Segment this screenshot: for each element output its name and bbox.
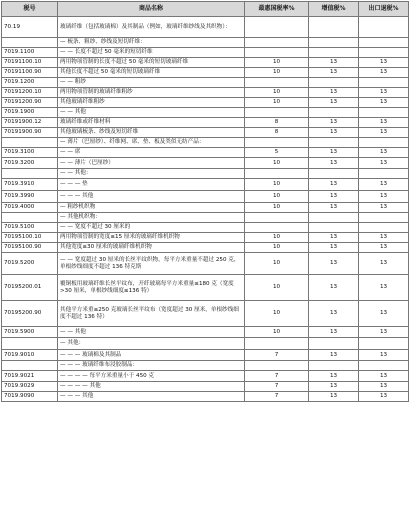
hs-code-cell: 7019.5900 bbox=[2, 327, 58, 338]
export-rebate-cell: 13 bbox=[359, 158, 409, 169]
hs-code-cell: 7019.5200 bbox=[2, 253, 58, 275]
hs-code-cell: 70191900.90 bbox=[2, 128, 58, 138]
table-row bbox=[2, 17, 409, 38]
hs-code-cell: 7019.3990 bbox=[2, 191, 58, 203]
product-name-cell: — 其他机织物： bbox=[58, 213, 245, 223]
mfn-rate-cell: 7 bbox=[245, 350, 309, 361]
mfn-rate-cell: 10 bbox=[245, 327, 309, 338]
vat-rate-cell: 13 bbox=[309, 191, 359, 203]
table-row bbox=[2, 203, 409, 213]
hs-code-cell: 7019.9021 bbox=[2, 371, 58, 382]
export-rebate-cell bbox=[359, 48, 409, 58]
product-name-cell: 两用物项管制的宽度≤15 厘米的玻璃纤维机织物 bbox=[58, 233, 245, 243]
product-name-cell: 两用物项管制的玻璃纤维粗纱 bbox=[58, 88, 245, 98]
hs-code-cell: 70195200.90 bbox=[2, 301, 58, 327]
hs-code-cell: 70191100.10 bbox=[2, 58, 58, 68]
vat-rate-cell bbox=[309, 17, 359, 38]
export-rebate-cell: 13 bbox=[359, 350, 409, 361]
mfn-rate-cell: 10 bbox=[245, 179, 309, 191]
vat-rate-cell: 13 bbox=[309, 118, 359, 128]
hs-code-cell: 7019.1200 bbox=[2, 78, 58, 88]
hs-code-cell: 7019.9029 bbox=[2, 382, 58, 392]
export-rebate-cell: 13 bbox=[359, 253, 409, 275]
product-name-cell: 两用物项管制的长度不超过 50 毫米的短切玻璃纤维 bbox=[58, 58, 245, 68]
export-rebate-cell: 13 bbox=[359, 88, 409, 98]
mfn-rate-cell bbox=[245, 38, 309, 48]
table-row bbox=[2, 275, 409, 301]
hs-code-cell: 7019.3100 bbox=[2, 148, 58, 158]
mfn-rate-cell bbox=[245, 48, 309, 58]
table-row bbox=[2, 128, 409, 138]
table-row bbox=[2, 350, 409, 361]
table-row bbox=[2, 48, 409, 58]
table-row bbox=[2, 253, 409, 275]
table-header-row bbox=[2, 2, 409, 17]
mfn-rate-cell bbox=[245, 213, 309, 223]
vat-rate-cell: 13 bbox=[309, 327, 359, 338]
mfn-rate-cell: 7 bbox=[245, 371, 309, 382]
header-hs-code: 税号 bbox=[2, 2, 58, 17]
export-rebate-cell bbox=[359, 338, 409, 350]
table-row bbox=[2, 78, 409, 88]
hs-code-cell bbox=[2, 361, 58, 371]
export-rebate-cell: 13 bbox=[359, 179, 409, 191]
hs-code-cell: 70191900.12 bbox=[2, 118, 58, 128]
vat-rate-cell: 13 bbox=[309, 301, 359, 327]
table-row bbox=[2, 371, 409, 382]
table-row bbox=[2, 108, 409, 118]
mfn-rate-cell: 10 bbox=[245, 58, 309, 68]
mfn-rate-cell: 10 bbox=[245, 301, 309, 327]
mfn-rate-cell: 10 bbox=[245, 203, 309, 213]
mfn-rate-cell bbox=[245, 169, 309, 179]
export-rebate-cell: 13 bbox=[359, 275, 409, 301]
export-rebate-cell: 13 bbox=[359, 301, 409, 327]
export-rebate-cell: 13 bbox=[359, 243, 409, 253]
vat-rate-cell bbox=[309, 78, 359, 88]
table-row bbox=[2, 118, 409, 128]
vat-rate-cell: 13 bbox=[309, 253, 359, 275]
vat-rate-cell: 13 bbox=[309, 382, 359, 392]
table-row bbox=[2, 138, 409, 148]
mfn-rate-cell: 10 bbox=[245, 98, 309, 108]
mfn-rate-cell bbox=[245, 108, 309, 118]
table-row bbox=[2, 361, 409, 371]
product-name-cell: — — 其他： bbox=[58, 169, 245, 179]
table-row bbox=[2, 179, 409, 191]
vat-rate-cell bbox=[309, 138, 359, 148]
table-row bbox=[2, 233, 409, 243]
product-name-cell: 其他玻璃梳条、纱线及短切纤维 bbox=[58, 128, 245, 138]
table-body bbox=[2, 17, 409, 402]
export-rebate-cell bbox=[359, 17, 409, 38]
hs-code-cell: 70191200.90 bbox=[2, 98, 58, 108]
product-name-cell: — — 席 bbox=[58, 148, 245, 158]
export-rebate-cell: 13 bbox=[359, 98, 409, 108]
mfn-rate-cell: 8 bbox=[245, 118, 309, 128]
vat-rate-cell: 13 bbox=[309, 275, 359, 301]
product-name-cell: — — 其他 bbox=[58, 108, 245, 118]
vat-rate-cell: 13 bbox=[309, 350, 359, 361]
vat-rate-cell: 13 bbox=[309, 88, 359, 98]
product-name-cell: 其他平方米重≤250 克玻璃长丝平纹布（宽度超过 30 厘米，单根纱线细度不超过 136 特） bbox=[58, 301, 245, 327]
hs-code-cell: 70191100.90 bbox=[2, 68, 58, 78]
product-name-cell: — — 长度不超过 50 毫米的短切纤维 bbox=[58, 48, 245, 58]
export-rebate-cell: 13 bbox=[359, 148, 409, 158]
mfn-rate-cell bbox=[245, 338, 309, 350]
product-name-cell: — — — 垫 bbox=[58, 179, 245, 191]
vat-rate-cell: 13 bbox=[309, 158, 359, 169]
hs-code-cell bbox=[2, 213, 58, 223]
hs-code-cell: 7019.3200 bbox=[2, 158, 58, 169]
hs-code-cell: 7019.5100 bbox=[2, 223, 58, 233]
export-rebate-cell: 13 bbox=[359, 128, 409, 138]
header-export-rebate: 出口退税% bbox=[359, 2, 409, 17]
export-rebate-cell: 13 bbox=[359, 371, 409, 382]
mfn-rate-cell: 10 bbox=[245, 158, 309, 169]
vat-rate-cell bbox=[309, 38, 359, 48]
mfn-rate-cell: 10 bbox=[245, 275, 309, 301]
product-name-cell: — — 其他 bbox=[58, 327, 245, 338]
header-mfn-rate: 最惠国税率% bbox=[245, 2, 309, 17]
table-row bbox=[2, 301, 409, 327]
product-name-cell: — — — 其他 bbox=[58, 392, 245, 402]
product-name-cell: 玻璃纤维或纤维材料 bbox=[58, 118, 245, 128]
export-rebate-cell bbox=[359, 108, 409, 118]
mfn-rate-cell bbox=[245, 361, 309, 371]
product-name-cell: — 其他： bbox=[58, 338, 245, 350]
table-row bbox=[2, 191, 409, 203]
table-row bbox=[2, 223, 409, 233]
vat-rate-cell bbox=[309, 223, 359, 233]
vat-rate-cell bbox=[309, 169, 359, 179]
vat-rate-cell: 13 bbox=[309, 371, 359, 382]
product-name-cell: — — 宽度不超过 30 厘米的 bbox=[58, 223, 245, 233]
export-rebate-cell bbox=[359, 361, 409, 371]
mfn-rate-cell bbox=[245, 78, 309, 88]
mfn-rate-cell: 7 bbox=[245, 392, 309, 402]
vat-rate-cell: 13 bbox=[309, 128, 359, 138]
vat-rate-cell: 13 bbox=[309, 203, 359, 213]
product-name-cell: 其他宽度≤30 厘米的玻璃纤维机织物 bbox=[58, 243, 245, 253]
hs-code-cell: 70.19 bbox=[2, 17, 58, 38]
export-rebate-cell bbox=[359, 213, 409, 223]
tariff-table bbox=[1, 1, 409, 402]
table-row bbox=[2, 338, 409, 350]
table-row bbox=[2, 392, 409, 402]
vat-rate-cell bbox=[309, 108, 359, 118]
vat-rate-cell bbox=[309, 361, 359, 371]
product-name-cell: — 梳条、粗纱、纱线及短切纤维： bbox=[58, 38, 245, 48]
header-product-name: 商品名称 bbox=[58, 2, 245, 17]
vat-rate-cell: 13 bbox=[309, 68, 359, 78]
export-rebate-cell: 13 bbox=[359, 58, 409, 68]
vat-rate-cell bbox=[309, 213, 359, 223]
product-name-cell: — — — 其他 bbox=[58, 191, 245, 203]
product-name-cell: — — 粗纱 bbox=[58, 78, 245, 88]
hs-code-cell: 7019.9010 bbox=[2, 350, 58, 361]
hs-code-cell: 70191200.10 bbox=[2, 88, 58, 98]
export-rebate-cell: 13 bbox=[359, 392, 409, 402]
mfn-rate-cell bbox=[245, 17, 309, 38]
hs-code-cell: 70195100.90 bbox=[2, 243, 58, 253]
mfn-rate-cell bbox=[245, 138, 309, 148]
hs-code-cell: 70195100.10 bbox=[2, 233, 58, 243]
mfn-rate-cell: 10 bbox=[245, 191, 309, 203]
mfn-rate-cell: 10 bbox=[245, 233, 309, 243]
mfn-rate-cell bbox=[245, 223, 309, 233]
table-row bbox=[2, 58, 409, 68]
table-row bbox=[2, 88, 409, 98]
header-vat-rate: 增值税% bbox=[309, 2, 359, 17]
vat-rate-cell: 13 bbox=[309, 179, 359, 191]
product-name-cell: — — 薄片（巴厘纱） bbox=[58, 158, 245, 169]
table-row bbox=[2, 38, 409, 48]
mfn-rate-cell: 10 bbox=[245, 243, 309, 253]
product-name-cell: — — — — 每平方米重量小于 450 克 bbox=[58, 371, 245, 382]
table-row bbox=[2, 327, 409, 338]
export-rebate-cell bbox=[359, 169, 409, 179]
product-name-cell: 玻璃纤维（包括玻璃棉）及其制品（例如，玻璃纤维纱线及其织物）： bbox=[58, 17, 245, 38]
hs-code-cell: 7019.3910 bbox=[2, 179, 58, 191]
product-name-cell: 覆铜板用玻璃纤维长丝平纹布，开纤玻璃每平方米重量≤180 克（宽度>30 厘米，单根纱线细度≤136 特） bbox=[58, 275, 245, 301]
table-row bbox=[2, 243, 409, 253]
table-row bbox=[2, 382, 409, 392]
export-rebate-cell bbox=[359, 78, 409, 88]
mfn-rate-cell: 10 bbox=[245, 68, 309, 78]
hs-code-cell: 7019.9090 bbox=[2, 392, 58, 402]
vat-rate-cell: 13 bbox=[309, 392, 359, 402]
export-rebate-cell: 13 bbox=[359, 118, 409, 128]
hs-code-cell: 7019.1900 bbox=[2, 108, 58, 118]
export-rebate-cell: 13 bbox=[359, 203, 409, 213]
export-rebate-cell: 13 bbox=[359, 327, 409, 338]
product-name-cell: — — — 玻璃纤维布浸胶制品： bbox=[58, 361, 245, 371]
mfn-rate-cell: 10 bbox=[245, 253, 309, 275]
vat-rate-cell bbox=[309, 48, 359, 58]
mfn-rate-cell: 10 bbox=[245, 88, 309, 98]
export-rebate-cell bbox=[359, 223, 409, 233]
product-name-cell: — 薄片（巴厘纱）、纤维网、席、垫、板及类似无纺产品： bbox=[58, 138, 245, 148]
hs-code-cell: 7019.1100 bbox=[2, 48, 58, 58]
export-rebate-cell bbox=[359, 138, 409, 148]
table-row bbox=[2, 158, 409, 169]
product-name-cell: 其他长度不超过 50 毫米的短切玻璃纤维 bbox=[58, 68, 245, 78]
product-name-cell: 其他玻璃纤维粗纱 bbox=[58, 98, 245, 108]
hs-code-cell bbox=[2, 138, 58, 148]
export-rebate-cell: 13 bbox=[359, 191, 409, 203]
export-rebate-cell: 13 bbox=[359, 382, 409, 392]
hs-code-cell: 7019.4000 bbox=[2, 203, 58, 213]
product-name-cell: — 粗纱机织物 bbox=[58, 203, 245, 213]
hs-code-cell bbox=[2, 38, 58, 48]
vat-rate-cell: 13 bbox=[309, 148, 359, 158]
export-rebate-cell: 13 bbox=[359, 233, 409, 243]
table-row bbox=[2, 148, 409, 158]
vat-rate-cell: 13 bbox=[309, 243, 359, 253]
hs-code-cell bbox=[2, 338, 58, 350]
mfn-rate-cell: 5 bbox=[245, 148, 309, 158]
hs-code-cell bbox=[2, 169, 58, 179]
product-name-cell: — — — — 其他 bbox=[58, 382, 245, 392]
export-rebate-cell bbox=[359, 38, 409, 48]
mfn-rate-cell: 8 bbox=[245, 128, 309, 138]
vat-rate-cell: 13 bbox=[309, 58, 359, 68]
table-row bbox=[2, 169, 409, 179]
table-row bbox=[2, 68, 409, 78]
export-rebate-cell: 13 bbox=[359, 68, 409, 78]
product-name-cell: — — — 玻璃棉及其制品 bbox=[58, 350, 245, 361]
vat-rate-cell: 13 bbox=[309, 233, 359, 243]
vat-rate-cell bbox=[309, 338, 359, 350]
table-row bbox=[2, 98, 409, 108]
hs-code-cell: 70195200.01 bbox=[2, 275, 58, 301]
table-row bbox=[2, 213, 409, 223]
vat-rate-cell: 13 bbox=[309, 98, 359, 108]
product-name-cell: — — 宽度超过 30 厘米的长丝平纹织物，每平方米重量不超过 250 克，单根纱线细度不超过 136 特克斯 bbox=[58, 253, 245, 275]
mfn-rate-cell: 7 bbox=[245, 382, 309, 392]
